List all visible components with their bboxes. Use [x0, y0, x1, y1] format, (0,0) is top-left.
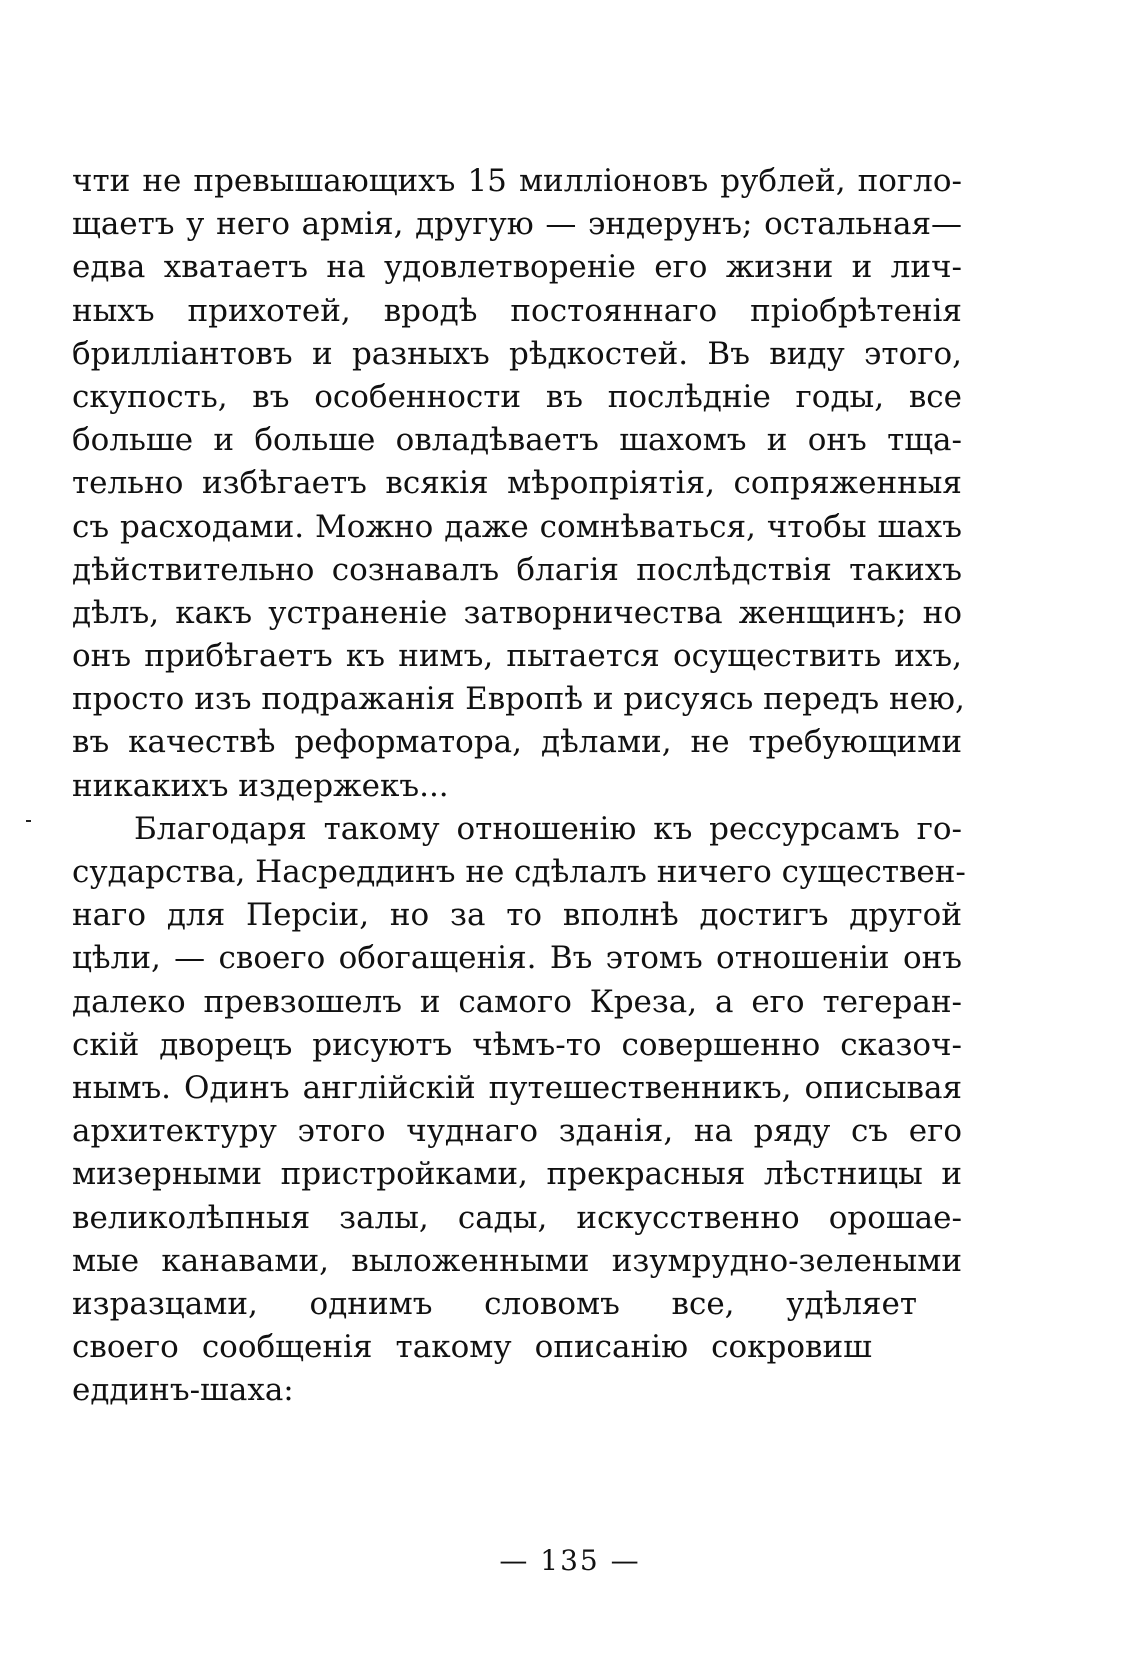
text-line: брилліантовъ и разныхъ рѣдкостей. Въ виду этого,: [72, 335, 962, 372]
text-line: скупость, въ особенности въ послѣдніе годы, все: [72, 378, 962, 415]
text-line: просто изъ подражанія Европѣ и рисуясь передъ нею,: [72, 681, 965, 718]
text-line: больше и больше овладѣваетъ шахомъ и онъ тща-: [72, 422, 962, 459]
text-line: изразцами, однимъ словомъ все, удѣляет: [72, 1285, 917, 1322]
text-line: дѣйствительно сознавалъ благія послѣдствія такихъ: [72, 551, 962, 588]
text-line: цѣли, — своего обогащенія. Въ этомъ отношеніи онъ: [72, 940, 962, 977]
text-line: Благодаря такому отношенію къ рессурсамъ го-: [134, 810, 962, 847]
text-line: мые канавами, выложенными изумрудно-зелеными: [72, 1242, 962, 1279]
text-line: нымъ. Одинъ англійскій путешественникъ, описывая: [72, 1069, 962, 1106]
text-line: своего сообщенія такому описанію сокровиш: [72, 1329, 872, 1366]
print-speck: [26, 820, 31, 822]
text-line: наго для Персіи, но за то вполнѣ достигъ другой: [72, 897, 962, 934]
body-text: [72, 160, 966, 1412]
text-line: въ качествѣ реформатора, дѣлами, не требующими: [72, 724, 962, 761]
text-line: далеко превзошелъ и самого Креза, а его тегеран-: [72, 983, 962, 1020]
text-line: скій дворецъ рисуютъ чѣмъ-то совершенно сказоч-: [72, 1026, 962, 1063]
text-line: съ расходами. Можно даже сомнѣваться, чтобы шахъ: [72, 508, 962, 545]
text-line: тельно избѣгаетъ всякія мѣропріятія, сопряженныя: [72, 465, 962, 502]
text-line: никакихъ издержекъ...: [72, 767, 449, 804]
text-line: сударства, Насреддинъ не сдѣлалъ ничего существен-: [72, 854, 966, 890]
text-line: чти не превышающихъ 15 милліоновъ рублей, погло-: [72, 163, 962, 199]
text-line: еддинъ-шаха:: [72, 1372, 294, 1409]
paragraph-1: [72, 160, 965, 808]
text-line: онъ прибѣгаетъ къ нимъ, пытается осуществить ихъ,: [72, 638, 962, 675]
text-line: мизерными пристройками, прекрасныя лѣстницы и: [72, 1156, 962, 1193]
text-line: дѣлъ, какъ устраненіе затворничества женщинъ; но: [72, 594, 962, 631]
text-line: архитектуру этого чуднаго зданія, на ряду съ его: [72, 1113, 962, 1150]
text-line: едва хватаетъ на удовлетвореніе его жизни и лич-: [72, 249, 962, 286]
page-number: — 135 —: [499, 1544, 641, 1577]
text-line: щаетъ у него армія, другую — эндерунъ; остальная—: [72, 206, 962, 243]
paragraph-2: [72, 808, 966, 1413]
text-line: великолѣпныя залы, сады, искусственно орошае-: [72, 1199, 962, 1236]
text-line: ныхъ прихотей, вродѣ постояннаго пріобрѣтенія: [72, 292, 962, 329]
